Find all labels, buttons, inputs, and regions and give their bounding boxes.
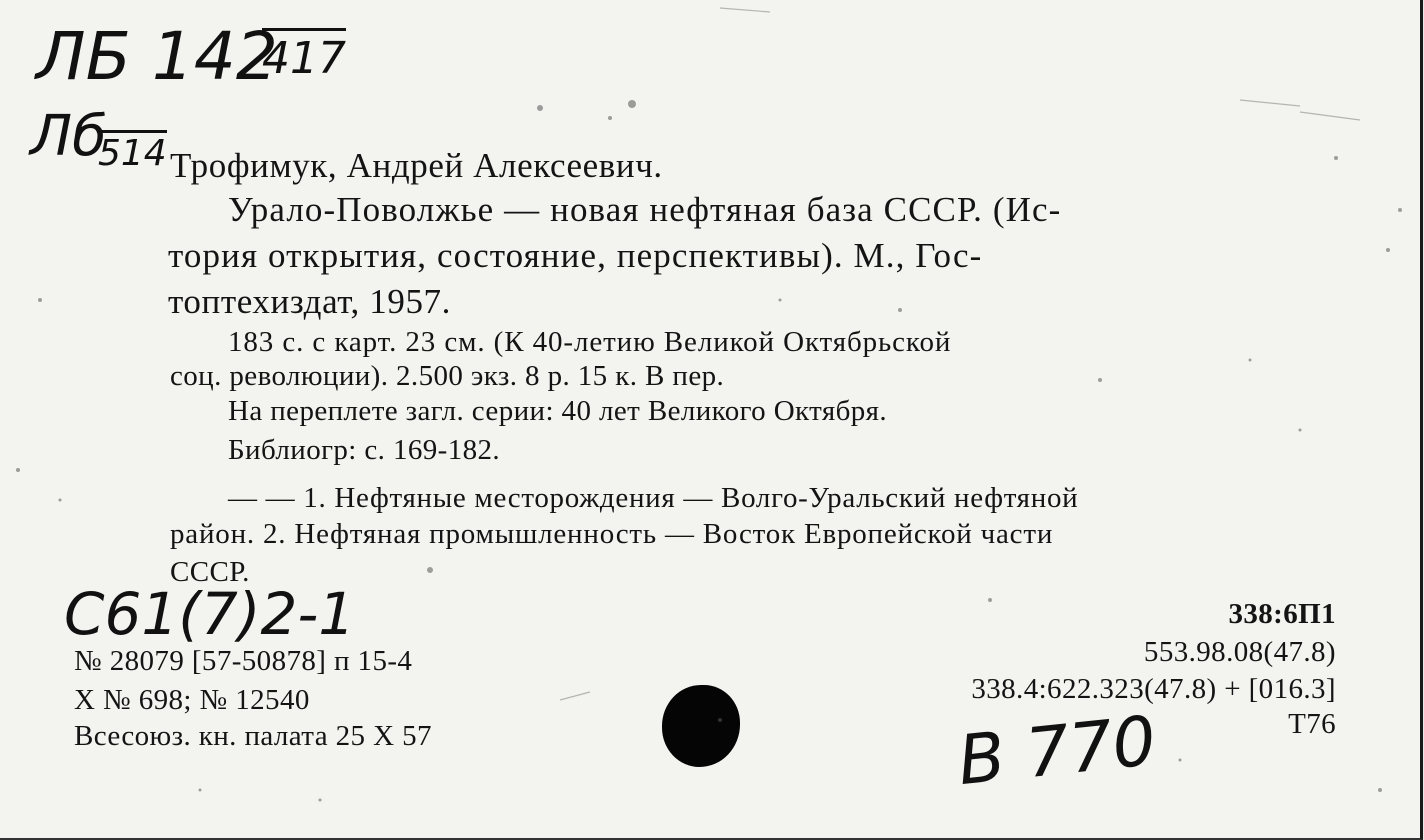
index-3: 338.4:622.323(47.8) + [016.3] xyxy=(971,673,1336,705)
collation-line-1: 183 с. с карт. 23 см. (К 40-летию Великой Октябрьской xyxy=(228,326,952,358)
handwritten-shelfmark-top-fraction xyxy=(262,28,346,84)
subject-line-1: — — 1. Нефтяные месторождения — Волго-Уральский нефтяной xyxy=(228,482,1079,514)
subject-line-3: СССР. xyxy=(170,556,250,588)
classification-text: С61(7)2-1 xyxy=(64,580,356,648)
shelfmark-side-fraction-text: 514 xyxy=(98,133,167,174)
handwritten-classification xyxy=(64,580,355,648)
collation-line-2: соц. революции). 2.500 экз. 8 р. 15 к. В пер. xyxy=(170,360,725,392)
footer-chamber: Всесоюз. кн. палата 25 Х 57 xyxy=(74,720,432,752)
handwritten-shelfmark-top xyxy=(36,18,278,95)
index-2: 553.98.08(47.8) xyxy=(1143,636,1336,668)
shelfmark-top-fraction-text: 417 xyxy=(262,33,346,84)
index-4: Т76 xyxy=(1288,708,1336,740)
title-line-3: топтехиздат, 1957. xyxy=(168,282,452,321)
handwritten-shelfmark-side-fraction xyxy=(98,130,167,174)
note-bibliography: Библиогр: с. 169-182. xyxy=(228,434,501,466)
handwritten-shelfmark-side xyxy=(30,104,107,169)
note-series: На переплете загл. серии: 40 лет Великого Октября. xyxy=(228,395,888,427)
subject-line-2: район. 2. Нефтяная промышленность — Восток Европейской части xyxy=(170,518,1054,550)
shelfmark-top-text: ЛБ 142 xyxy=(36,18,278,95)
shelfmark-side-text: Лб xyxy=(30,104,107,169)
title-line-2: тория открытия, состояние, перспективы). М., Гос- xyxy=(168,236,983,275)
author-heading: Трофимук, Андрей Алексеевич. xyxy=(170,146,663,185)
handwritten-inventory-mark xyxy=(954,702,1159,801)
index-1: 338:6П1 xyxy=(1228,598,1336,630)
footer-record-number: № 28079 [57-50878] п 15-4 xyxy=(74,645,413,677)
footer-inventory: Х № 698; № 12540 xyxy=(74,684,310,716)
inventory-mark-text: В 770 xyxy=(954,701,1160,802)
punch-hole xyxy=(662,685,740,767)
title-line-1: Урало-Поволжье — новая нефтяная база СССР. (Ис- xyxy=(228,190,1062,229)
